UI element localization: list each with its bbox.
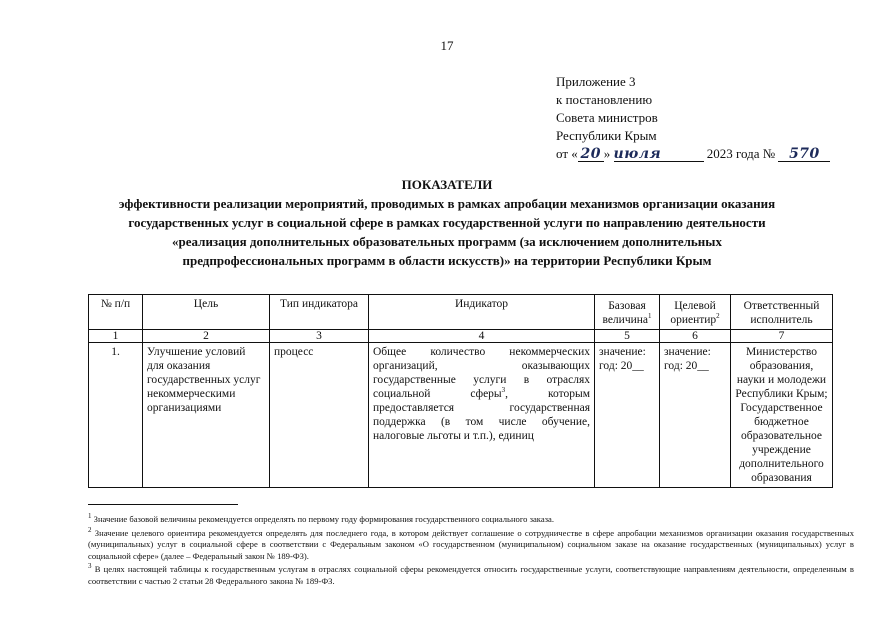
header-responsible: Ответственный исполнитель: [731, 295, 833, 330]
footnote-ref-3: 3: [501, 386, 506, 395]
column-number: 5: [595, 330, 660, 343]
appendix-line-2: к постановлению: [556, 92, 653, 107]
appendix-line-1: Приложение 3: [556, 74, 636, 89]
footnote-ref-1: 1: [648, 312, 652, 321]
row-indicator-type: процесс: [270, 343, 369, 488]
footnote-2: [88, 525, 854, 563]
row-target: значение: год: 20__: [660, 343, 731, 488]
footnote-2-mark: 2: [88, 525, 92, 534]
column-number: 1: [89, 330, 143, 343]
header-goal: Цель: [143, 295, 270, 330]
table-row: [89, 343, 833, 488]
date-month-handwritten: июля: [614, 147, 704, 162]
date-year: 2023 года №: [706, 146, 776, 161]
row-responsible-2: Государственное бюджетное образовательное учреждение дополнительного образования: [739, 402, 824, 484]
row-responsible-1: Министерство образования, науки и молодежи Республики Крым;: [735, 346, 828, 400]
header-target: [660, 295, 731, 330]
footnote-1-text: Значение базовой величины рекомендуется определять по первому году формирования государственного социального заказа.: [91, 514, 555, 524]
column-number: 4: [369, 330, 595, 343]
footnote-3: [88, 564, 854, 587]
document-number-handwritten: 570: [778, 147, 830, 162]
row-num: 1.: [89, 343, 143, 488]
column-number: 6: [660, 330, 731, 343]
header-indicator: Индикатор: [369, 295, 595, 330]
row-indicator-text-2: , которым предоставляется государственная поддержка (в том числе обучение, налоговые льготы и т.п.), единиц: [373, 388, 591, 442]
row-goal: Улучшение условий для оказания государственных услуг некоммерческими организациями: [143, 343, 270, 488]
row-indicator-text-1: Общее количество некоммерческих организаций, оказывающих государственные услуги в отраслях социальной сферы: [373, 346, 590, 400]
column-number: 2: [143, 330, 270, 343]
footnotes: [88, 514, 854, 589]
date-prefix: от «: [556, 146, 578, 161]
footnote-3-text: В целях настоящей таблицы к государственным услугам в отраслях социальной сферы рекомендуется относить государственные услуги, соответствующие направлениям деятельности, определенным в соответствии с частью 2 статьи 28 Федерального закона № 189-ФЗ.: [88, 564, 854, 586]
footnote-ref-2: 2: [716, 312, 720, 321]
appendix-line-4: Республики Крым: [556, 128, 657, 143]
column-numbers-row: [89, 330, 833, 343]
title-line-1: эффективности реализации мероприятий, проводимых в рамках апробации механизмов организации оказания: [118, 196, 776, 211]
header-base-value-label: Базовая величина: [602, 300, 649, 326]
row-base-value: значение: год: 20__: [595, 343, 660, 488]
table-header-row: [89, 295, 833, 330]
appendix-line-3: Совета министров: [556, 110, 658, 125]
footnote-1-mark: 1: [88, 512, 92, 521]
header-base-value: [595, 295, 660, 330]
title-heading: ПОКАЗАТЕЛИ: [401, 177, 493, 192]
indicators-table: [88, 294, 833, 488]
title-line-3: «реализация дополнительных образовательных программ (за исключением дополнительных: [172, 234, 722, 249]
date-day-handwritten: 20: [578, 147, 604, 162]
date-mid: »: [603, 146, 611, 161]
document-title: [0, 175, 894, 270]
title-line-2: государственных услуг в социальной сфере в рамках государственной услуги по направлению деятельности: [128, 215, 766, 230]
appendix-date-line: [556, 145, 830, 163]
header-num: № п/п: [89, 295, 143, 330]
footnote-2-text: Значение целевого ориентира рекомендуется определять для последнего года, в котором действует соглашение о сотрудничестве в сфере апробации механизмов организации оказания государственных (муниципальных) услуг в социальной сфере в соответствии с Федеральным законом «О государственном (муниципальном) социальном заказе на оказание государственных (муниципальных) услуг в социальной сфере» (далее – Федеральный закон № 189-ФЗ).: [88, 527, 854, 561]
title-line-4: предпрофессиональных программ в области искусств)» на территории Республики Крым: [182, 253, 712, 268]
page-number: 17: [440, 38, 454, 53]
footnote-1: [88, 514, 854, 526]
footnote-3-mark: 3: [88, 562, 92, 571]
column-number: 7: [731, 330, 833, 343]
appendix-block: [556, 73, 830, 163]
footnote-divider: [88, 504, 238, 505]
row-responsible: [731, 343, 833, 488]
header-indicator-type: Тип индикатора: [270, 295, 369, 330]
row-indicator: [369, 343, 595, 488]
column-number: 3: [270, 330, 369, 343]
header-target-label: Целевой ориентир: [670, 300, 717, 326]
